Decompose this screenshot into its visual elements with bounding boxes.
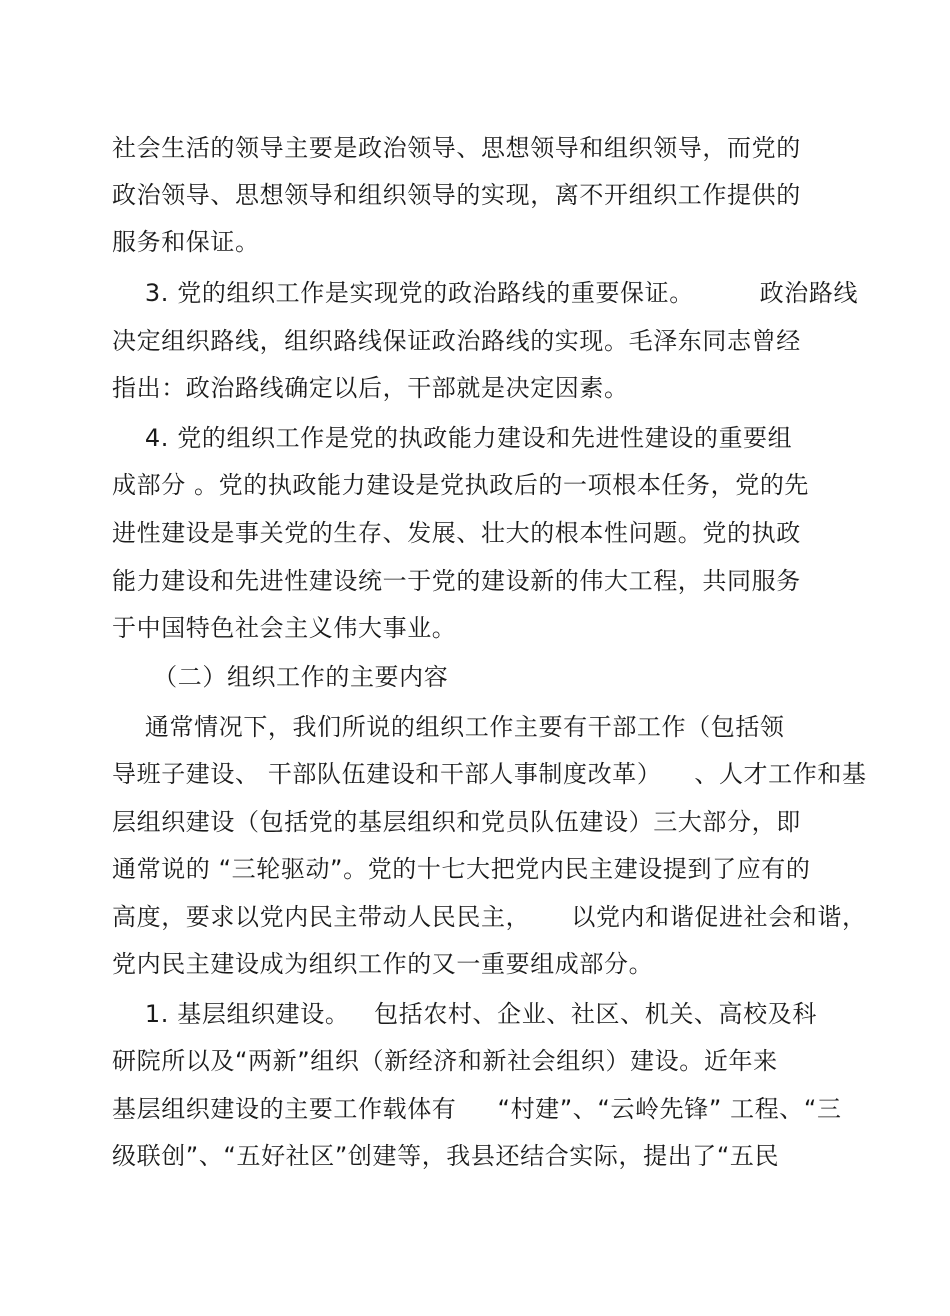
text-line: 决定组织路线，组织路线保证政治路线的实现。毛泽东同志曾经 [112, 327, 801, 355]
text-line: 3. 党的组织工作是实现党的政治路线的重要保证。 政治路线 [112, 279, 859, 307]
text-line: 研院所以及“两新”组织（新经济和新社会组织）建设。近年来 [112, 1047, 778, 1075]
text-line: 社会生活的领导主要是政治领导、思想领导和组织领导，而党的 [112, 134, 801, 162]
text-line: 级联创”、“五好社区”创建等，我县还结合实际，提出了“五民 [112, 1142, 780, 1170]
text-line: 服务和保证。 [112, 228, 260, 256]
text-line: 4. 党的组织工作是党的执政能力建设和先进性建设的重要组 [112, 424, 793, 452]
text-line: 进性建设是事关党的生存、发展、壮大的根本性问题。党的执政 [112, 519, 801, 547]
text-line: 能力建设和先进性建设统一于党的建设新的伟大工程，共同服务 [112, 567, 801, 595]
text-line: 通常情况下，我们所说的组织工作主要有干部工作（包括领 [112, 713, 785, 741]
text-line: 层组织建设（包括党的基层组织和党员队伍建设）三大部分，即 [112, 808, 801, 836]
text-line: 高度，要求以党内民主带动人民民主， 以党内和谐促进社会和谐， [112, 903, 867, 931]
text-line: 成部分 。党的执政能力建设是党执政后的一项根本任务，党的先 [112, 471, 810, 499]
text-line: 导班子建设、 干部队伍建设和干部人事制度改革） 、人才工作和基 [112, 760, 867, 788]
text-line: 指出：政治路线确定以后，干部就是决定因素。 [112, 374, 629, 402]
text-line: 于中国特色社会主义伟大事业。 [112, 614, 457, 642]
text-line: 基层组织建设的主要工作载体有 “村建”、“云岭先锋” 工程、“三 [112, 1095, 842, 1123]
text-line: 通常说的 “三轮驱动”。党的十七大把党内民主建设提到了应有的 [112, 855, 811, 883]
text-line: 党内民主建设成为组织工作的又一重要组成部分。 [112, 950, 654, 978]
section-heading: （二）组织工作的主要内容 [112, 663, 449, 691]
text-line: 1. 基层组织建设。 包括农村、企业、社区、机关、高校及科 [112, 1000, 817, 1028]
text-line: 政治领导、思想领导和组织领导的实现，离不开组织工作提供的 [112, 181, 801, 209]
